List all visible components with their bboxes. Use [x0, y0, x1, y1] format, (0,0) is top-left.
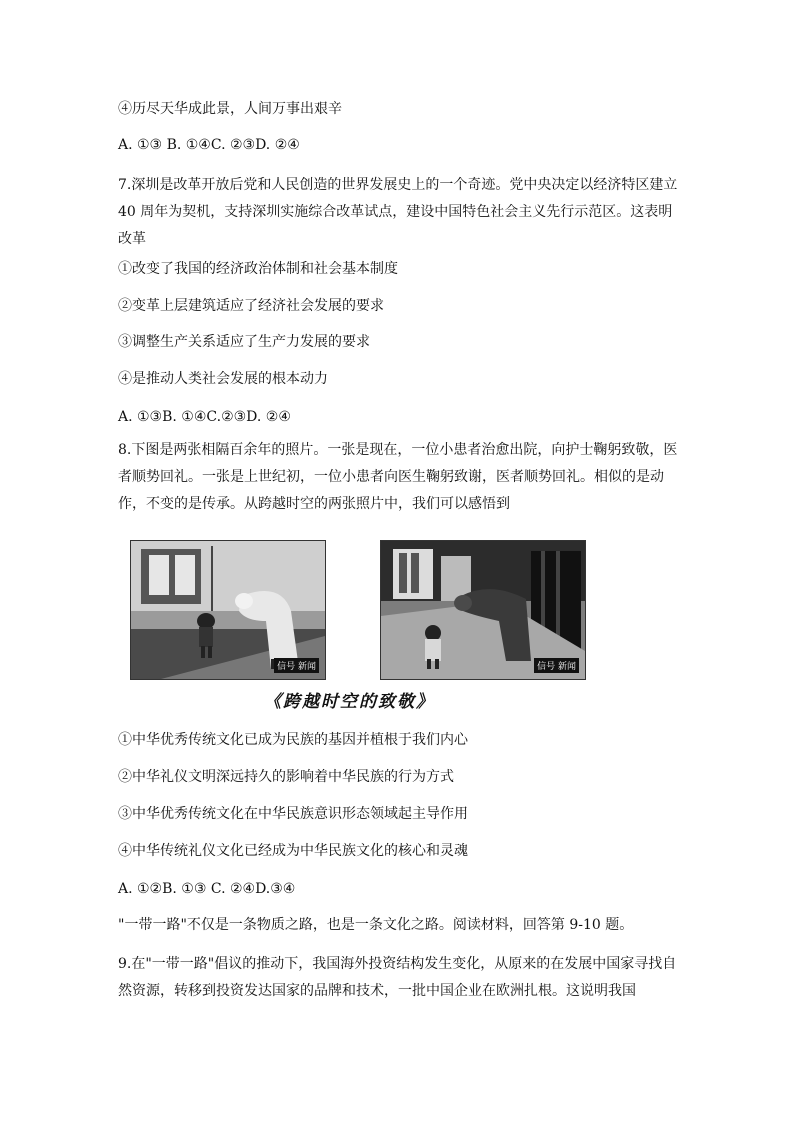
material-intro: "一带一路"不仅是一条物质之路，也是一条文化之路。阅读材料，回答第 9-10 题。 [118, 917, 634, 933]
q8-option-4: ④中华传统礼仪文化已经成为中华民族文化的核心和灵魂 [118, 843, 468, 859]
q8-option-3: ③中华优秀传统文化在中华民族意识形态领域起主导作用 [118, 806, 468, 822]
answer-choices-q8: A. ①②B. ①③ C. ②④D.③④ [118, 881, 296, 897]
photo-modern-bow [130, 540, 326, 680]
answer-choices-q6: A. ①③ B. ①④C. ②③D. ②④ [118, 137, 300, 153]
photo-caption: 《跨越时空的致敬》 [264, 692, 435, 712]
photo-historic-bow [380, 540, 586, 680]
photo-watermark-left: 信号 新闻 [274, 658, 319, 673]
question-7-text: 7.深圳是改革开放后党和人民创造的世界发展史上的一个奇迹。党中央决定以经济特区建立 40 周年为契机，支持深圳实施综合改革试点，建设中国特色社会主义先行示范区。这表明改革 [118, 177, 678, 247]
q7-option-2: ②变革上层建筑适应了经济社会发展的要求 [118, 298, 384, 314]
question-9-text: 9.在"一带一路"倡议的推动下，我国海外投资结构发生变化，从原来的在发展中国家寻找自然资源，转移到投资发达国家的品牌和技术，一批中国企业在欧洲扎根。这说明我国 [118, 956, 677, 999]
q7-option-4: ④是推动人类社会发展的根本动力 [118, 371, 328, 387]
q7-option-3: ③调整生产关系适应了生产力发展的要求 [118, 334, 370, 350]
option-line-4-prev: ④历尽天华成此景，人间万事出艰辛 [118, 101, 342, 117]
q8-option-2: ②中华礼仪文明深远持久的影响着中华民族的行为方式 [118, 769, 454, 785]
answer-choices-q7: A. ①③B. ①④C.②③D. ②④ [118, 409, 291, 425]
q8-option-1: ①中华优秀传统文化已成为民族的基因并植根于我们内心 [118, 732, 468, 748]
photo-watermark-right: 信号 新闻 [534, 658, 579, 673]
question-8-text: 8.下图是两张相隔百余年的照片。一张是现在，一位小患者治愈出院，向护士鞠躬致敬，医者顺势回礼。一张是上世纪初，一位小患者向医生鞠躬致谢，医者顺势回礼。相似的是动作，不变的是传承。从跨越时空的两张照片中，我们可以感悟到 [118, 442, 678, 512]
q7-option-1: ①改变了我国的经济政治体制和社会基本制度 [118, 261, 398, 277]
